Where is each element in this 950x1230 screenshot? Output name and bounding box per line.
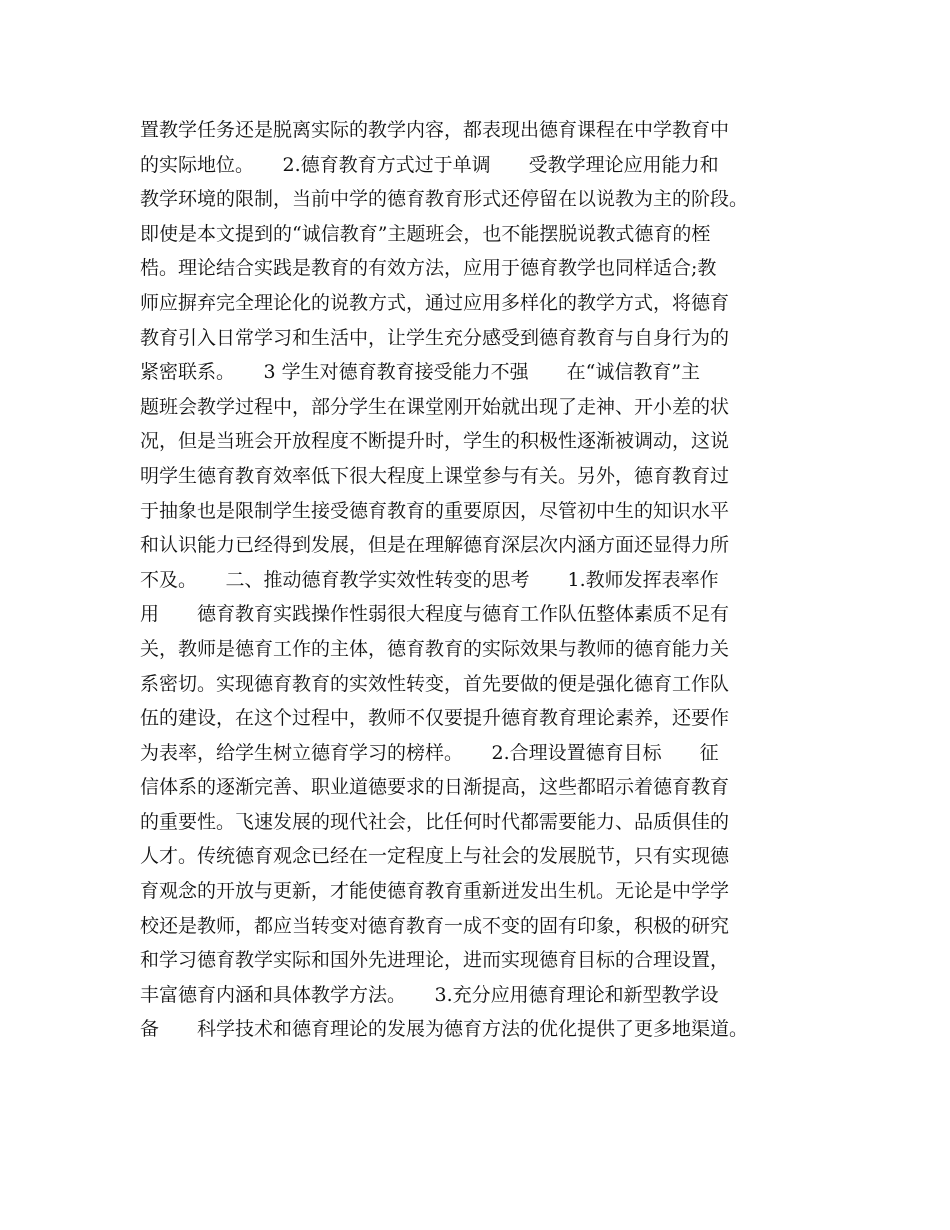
text-line: 教学环境的限制，当前中学的德育教育形式还停留在以说教为主的阶段。 [140,188,749,211]
text-line: 的重要性。飞速发展的现代社会，比任何时代都需要能力、品质俱佳的 [140,810,730,833]
text-line: 伍的建设，在这个过程中，教师不仅要提升德育教育理论素养，还要作 [140,707,730,730]
text-line: 不及。 二、推动德育教学实效性转变的思考 1.教师发挥表率作 [140,568,719,591]
text-line: 于抽象也是限制学生接受德育教育的重要原因，尽管初中生的知识水平 [140,499,730,522]
text-line: 关，教师是德育工作的主体，德育教育的实际效果与教师的德育能力关 [140,637,730,660]
text-line: 和认识能力已经得到发展，但是在理解德育深层次内涵方面还显得力所 [140,534,730,557]
text-line: 丰富德育内涵和具体教学方法。 3.充分应用德育理论和新型教学设 [140,983,719,1006]
text-line: 师应摒弃完全理论化的说教方式，通过应用多样化的教学方式，将德育 [140,291,730,314]
text-line: 育观念的开放与更新，才能使德育教育重新迸发出生机。无论是中学学 [140,880,730,903]
text-line: 和学习德育教学实际和国外先进理论，进而实现德育目标的合理设置， [140,949,730,972]
text-line: 紧密联系。 3 学生对德育教育接受能力不强 在“诚信教育”主 [140,361,701,384]
text-line: 的实际地位。 2.德育教育方式过于单调 受教学理论应用能力和 [140,153,719,176]
text-line: 人才。传统德育观念已经在一定程度上与社会的发展脱节，只有实现德 [140,845,730,868]
text-line: 备 科学技术和德育理论的发展为德育方法的优化提供了更多地渠道。 [140,1018,749,1041]
text-line: 况，但是当班会开放程度不断提升时，学生的积极性逐渐被调动，这说 [140,430,730,453]
text-line: 教育引入日常学习和生活中，让学生充分感受到德育教育与自身行为的 [140,326,730,349]
text-line: 梏。理论结合实践是教育的有效方法，应用于德育教学也同样适合;教 [140,257,717,280]
text-line: 系密切。实现德育教育的实效性转变，首先要做的便是强化德育工作队 [140,672,730,695]
text-line: 用 德育教育实践操作性弱很大程度与德育工作队伍整体素质不足有 [140,603,730,626]
text-line: 题班会教学过程中，部分学生在课堂刚开始就出现了走神、开小差的状 [140,395,730,418]
text-line: 为表率，给学生树立德育学习的榜样。 2.合理设置德育目标 征 [140,741,719,764]
text-line: 即使是本文提到的“诚信教育”主题班会，也不能摆脱说教式德育的桎 [140,222,711,245]
text-line: 置教学任务还是脱离实际的教学内容，都表现出德育课程在中学教育中 [140,119,730,141]
text-line: 信体系的逐渐完善、职业道德要求的日渐提高，这些都昭示着德育教育 [140,776,730,799]
text-line: 明学生德育教育效率低下很大程度上课堂参与有关。另外，德育教育过 [140,464,730,487]
body-text [140,113,830,1047]
text-line: 校还是教师，都应当转变对德育教育一成不变的固有印象，积极的研究 [140,914,730,937]
